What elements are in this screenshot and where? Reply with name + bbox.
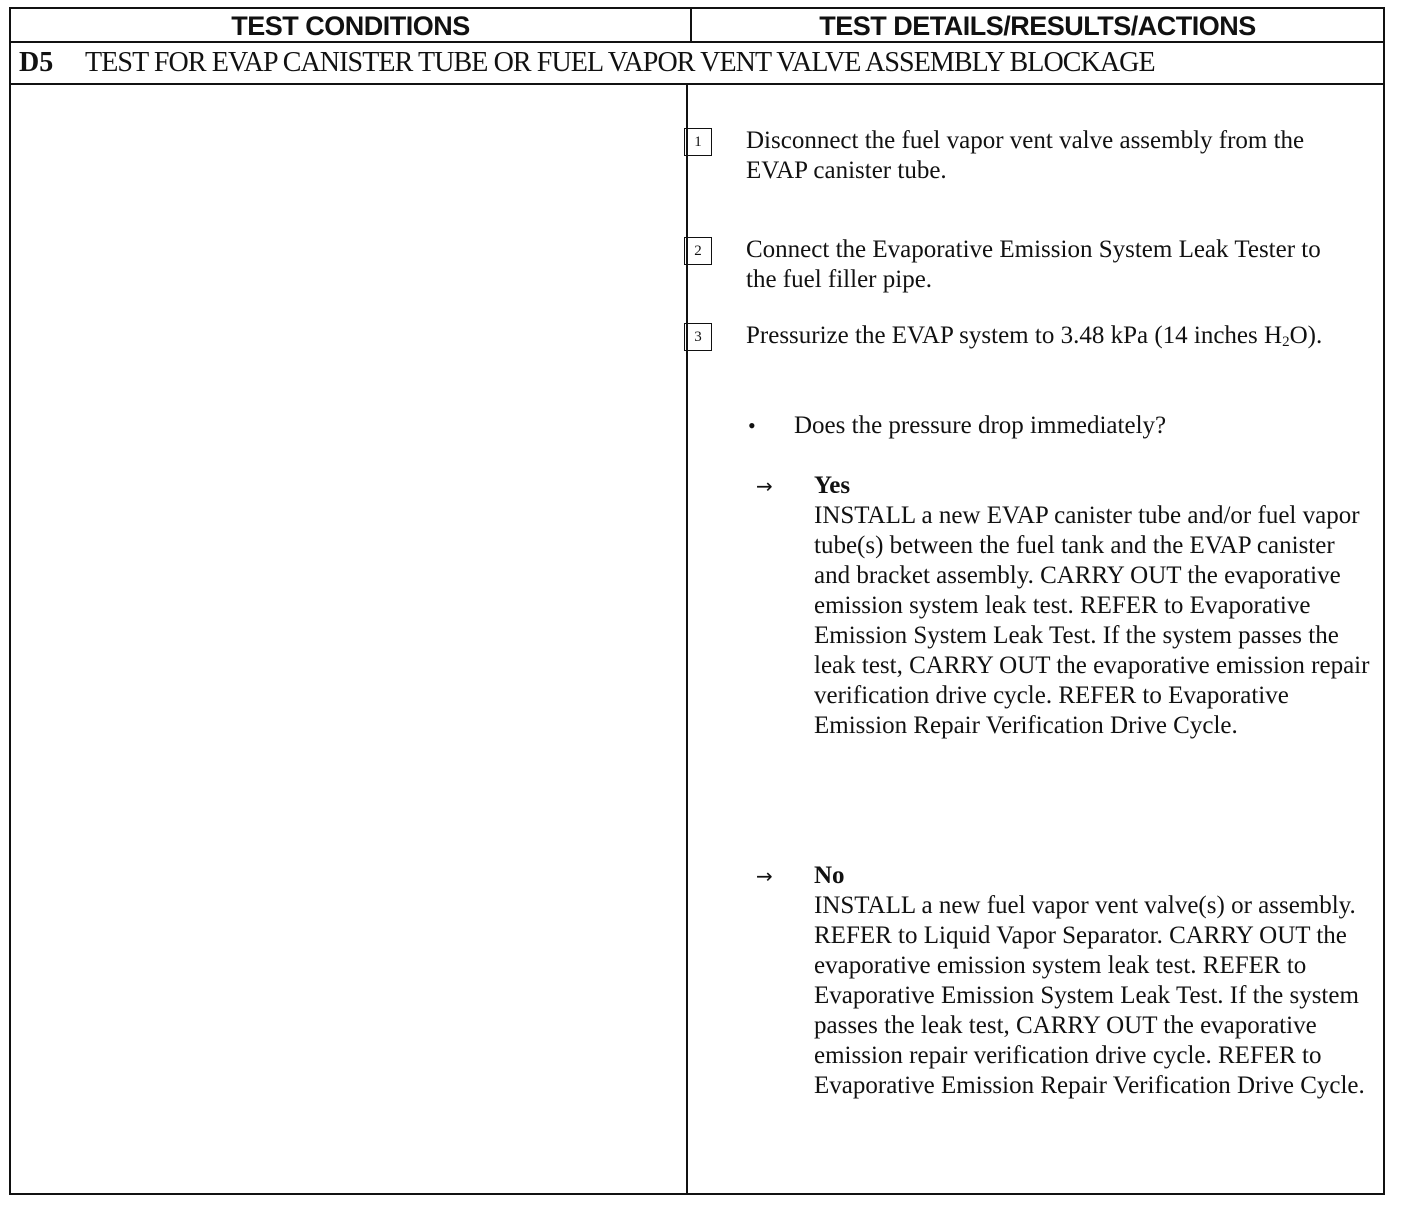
table-header-row [11,9,1383,43]
step-text [746,321,1368,351]
step-text: Disconnect the fuel vapor vent valve assembly from the EVAP canister tube. [746,127,1305,184]
answer-label: No [814,862,845,889]
subscript: 2 [1282,334,1290,350]
step-number-box: 2 [684,237,712,265]
answer-text: INSTALL a new EVAP canister tube and/or fuel vapor tube(s) between the fuel tank and the EVAP canister and bracket assembly. CARRY OUT the evaporative emission system leak test. REFER to Evaporative Emission System Leak Test. If the system passes the leak test, CARRY OUT the evaporative emission repair verification drive cycle. REFER to Evaporative Emission Repair Verification Drive Cycle. [814,502,1370,739]
test-title: TEST FOR EVAP CANISTER TUBE OR FUEL VAPOR VENT VALVE ASSEMBLY BLOCKAGE [85,47,1155,78]
arrow-right-icon: → [756,474,773,498]
step-number-box: 1 [684,128,712,156]
answer-label: Yes [814,472,851,499]
header-test-conditions: TEST CONDITIONS [11,9,692,41]
test-title-row [11,43,1383,85]
step-text-part: Pressurize the EVAP system to 3.48 kPa (14 inches H [746,322,1283,349]
test-conditions-cell [11,85,686,1193]
step-text-part: O). [1289,322,1323,349]
step-text: Connect the Evaporative Emission System Leak Tester to the fuel filler pipe. [746,236,1321,293]
header-test-details: TEST DETAILS/RESULTS/ACTIONS [819,11,1256,41]
answer-text: INSTALL a new fuel vapor vent valve(s) or assembly. REFER to Liquid Vapor Separator. CARRY OUT the evaporative emission system leak test. REFER to Evaporative Emission System Leak Test. If the system passes the leak test, CARRY OUT the evaporative emission repair verification drive cycle. REFER to Evaporative Emission Repair Verification Drive Cycle. [814,892,1365,1099]
test-code: D5 [19,47,54,78]
arrow-right-icon: → [756,864,773,888]
step-number-box: 3 [684,323,712,351]
question-text: Does the pressure drop immediately? [794,412,1167,439]
bullet-icon: • [748,413,756,438]
